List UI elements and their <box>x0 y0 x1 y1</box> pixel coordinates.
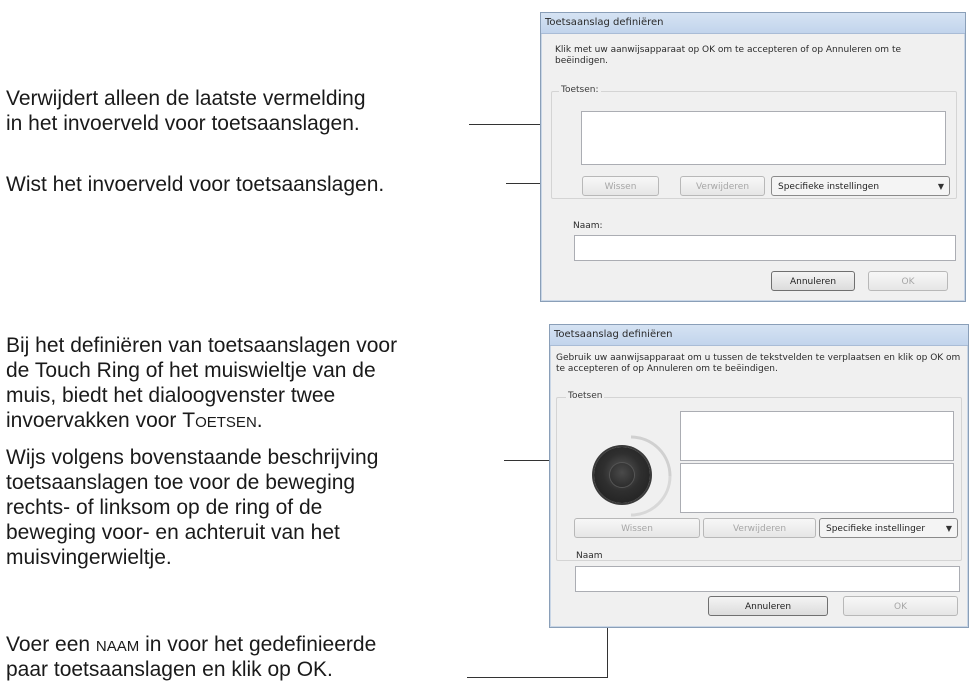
dialog-instruction: Klik met uw aanwijsapparaat op OK om te accepteren of op Annuleren om te beëindigen. <box>555 45 902 66</box>
ring-knob <box>594 447 650 503</box>
annotation-enter-name: Voer een naam in voor het gedefinieerde paar toetsaanslagen en klik op OK. <box>6 633 377 681</box>
dialog-title: Toetsaanslag definiëren <box>541 13 965 34</box>
name-input[interactable] <box>575 566 960 592</box>
annotation-remove-last: Verwijdert alleen de laatste vermelding in het invoerveld voor toetsaanslagen. <box>6 87 366 135</box>
clear-button[interactable]: Wissen <box>574 518 700 538</box>
name-label: Naam: <box>573 221 603 231</box>
dialog-define-keystroke-1 <box>540 12 966 302</box>
chevron-down-icon: ▼ <box>937 182 944 191</box>
chevron-down-icon: ▼ <box>945 524 952 533</box>
keys-label: Toetsen: <box>561 85 599 95</box>
dialog-instruction: Gebruik uw aanwijsapparaat om u tussen de tekstvelden te verplaatsen en klik op OK om te accepteren of op Annuleren om te beëindigen. <box>556 353 961 374</box>
dialog-title: Toetsaanslag definiëren <box>550 325 968 346</box>
dialog-define-keystroke-2 <box>549 324 969 628</box>
keys-input-top[interactable] <box>680 411 954 461</box>
name-label: Naam <box>576 551 603 561</box>
leader-line-name <box>467 677 608 678</box>
cancel-button[interactable]: Annuleren <box>708 596 828 616</box>
special-settings-dropdown[interactable]: Specifieke instellinger ▼ <box>819 518 958 538</box>
remove-button[interactable]: Verwijderen <box>703 518 816 538</box>
ring-center <box>610 463 634 487</box>
annotation-touch-ring: Bij het definiëren van toetsaanslagen voor de Touch Ring of het muiswieltje van de muis, biedt het dialoogvenster twee invoervakken voor Toetsen. <box>6 334 398 432</box>
annotation-assign-keystrokes: Wijs volgens bovenstaande beschrijving toetsaanslagen toe voor de beweging rechts- of linksom op de ring of de beweging voor- en achteruit van het muisvingerwieltje. <box>6 446 379 569</box>
special-settings-dropdown[interactable]: Specifieke instellingen ▼ <box>771 176 950 196</box>
ok-button[interactable]: OK <box>843 596 958 616</box>
cancel-button[interactable]: Annuleren <box>771 271 855 291</box>
clear-button[interactable]: Wissen <box>582 176 659 196</box>
remove-button[interactable]: Verwijderen <box>680 176 765 196</box>
keys-input-bottom[interactable] <box>680 463 954 513</box>
annotation-clear-field: Wist het invoerveld voor toetsaanslagen. <box>6 173 385 196</box>
keys-input[interactable] <box>581 111 946 165</box>
name-input[interactable] <box>574 235 956 261</box>
touch-ring-icon <box>586 431 676 521</box>
keys-label: Toetsen <box>568 391 603 401</box>
ok-button[interactable]: OK <box>868 271 948 291</box>
